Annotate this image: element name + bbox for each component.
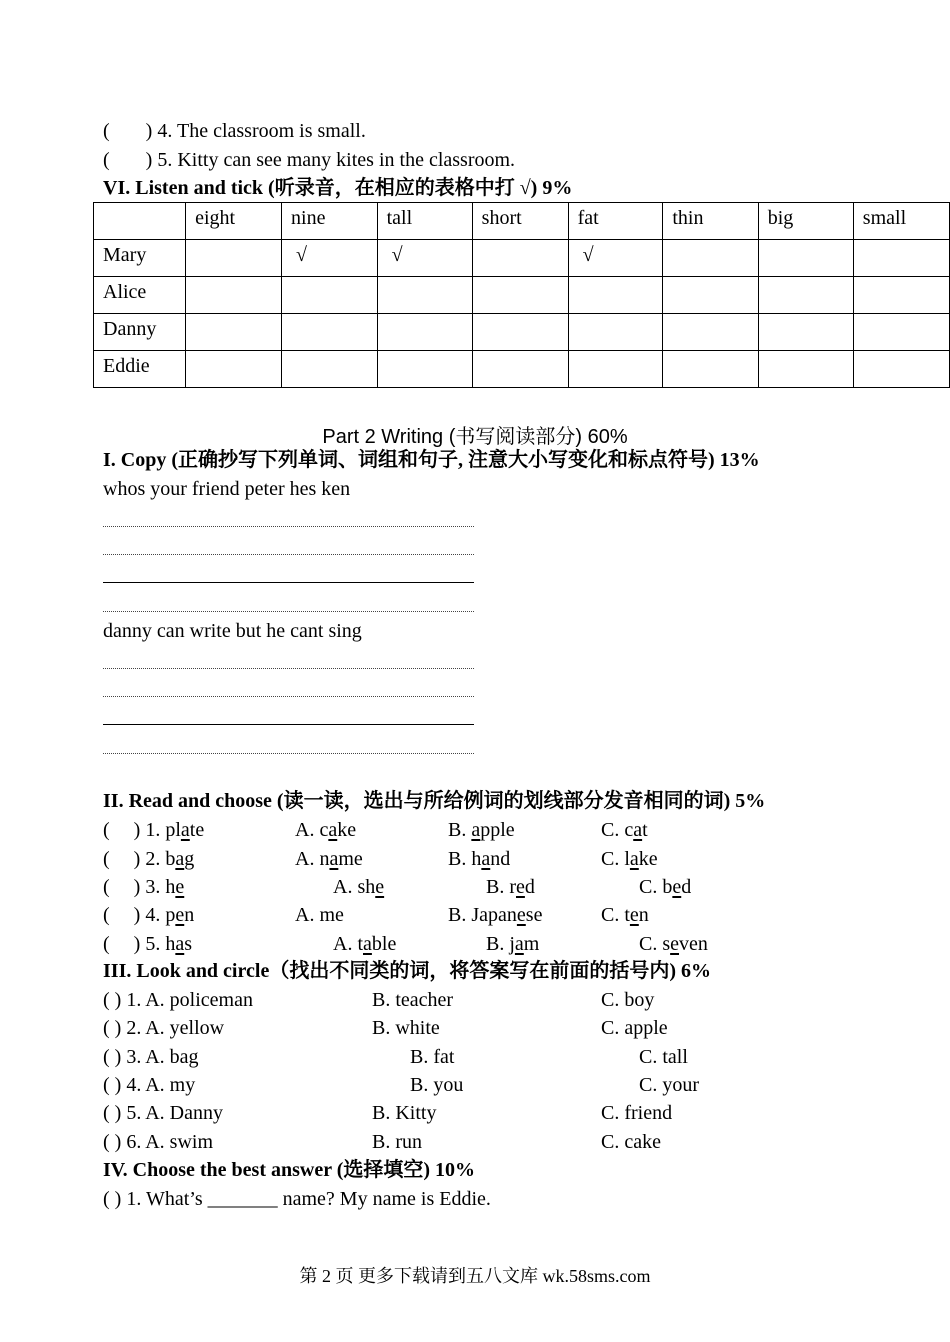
option-b: B. white [372, 1017, 440, 1039]
option-c [601, 847, 658, 871]
option-c [639, 932, 708, 956]
writing-line[interactable] [103, 668, 474, 669]
section-i-heading: I. Copy (正确抄写下列单词、词组和句子, 注意大小写变化和标点符号) 13% [103, 449, 760, 471]
tick-cell: √ [568, 240, 663, 277]
tick-cell [282, 314, 378, 351]
answer-bracket: ( [103, 876, 115, 898]
question-item: ( ) 6. A. swim [103, 1131, 213, 1153]
row-name-cell: Danny [94, 314, 186, 351]
tick-cell [568, 277, 663, 314]
option-b: B. run [372, 1131, 422, 1153]
table-header-cell: nine [282, 203, 378, 240]
tick-cell [186, 240, 282, 277]
tick-cell [758, 277, 853, 314]
section-iii-heading: III. Look and circle（找出不同类的词，将答案写在前面的括号内) 6% [103, 960, 711, 982]
option-b: B. teacher [372, 989, 454, 1011]
question-item [103, 932, 192, 956]
tick-cell [663, 314, 758, 351]
tick-cell [472, 240, 568, 277]
answer-bracket: ( [103, 120, 110, 142]
option-b [448, 818, 515, 842]
table-row [94, 351, 950, 388]
tick-cell [186, 277, 282, 314]
option-c: C. your [639, 1074, 699, 1096]
tick-cell [377, 314, 472, 351]
question-item [103, 903, 194, 927]
table-header-cell: fat [568, 203, 663, 240]
tick-cell [186, 314, 282, 351]
question-item: ( ) 4. The classroom is small. [103, 120, 366, 142]
page-footer: 第 2 页 更多下载请到五八文库 wk.58sms.com [299, 1266, 651, 1286]
tick-cell: √ [282, 240, 378, 277]
option-c-text: C. cat [601, 819, 648, 841]
tick-cell [853, 314, 949, 351]
option-b [486, 875, 535, 899]
tick-cell [758, 240, 853, 277]
table-row [94, 240, 950, 277]
copy-sentence-1: whos your friend peter hes ken [103, 478, 351, 500]
question-item: ( ) 1. A. policeman [103, 989, 253, 1011]
writing-baseline[interactable] [103, 724, 474, 725]
tick-cell [663, 351, 758, 388]
tick-cell: √ [377, 240, 472, 277]
option-c [601, 818, 648, 842]
option-b: B. fat [410, 1046, 455, 1068]
row-name-cell: Alice [94, 277, 186, 314]
question-item [103, 875, 184, 899]
writing-baseline[interactable] [103, 582, 474, 583]
option-a [295, 818, 356, 842]
tick-cell [568, 314, 663, 351]
option-c: C. cake [601, 1131, 661, 1153]
option-b-text: B. Japanese [448, 904, 543, 926]
tick-cell [282, 351, 378, 388]
answer-bracket: ( [103, 149, 110, 171]
answer-bracket: ( [103, 933, 115, 955]
option-b [448, 903, 542, 927]
tick-cell [472, 314, 568, 351]
listen-tick-table [93, 202, 950, 388]
option-c-text: C. seven [639, 933, 708, 955]
tick-cell [853, 277, 949, 314]
option-c-text: C. bed [639, 876, 692, 898]
question-text: 5. Kitty can see many kites in the classroom. [157, 149, 516, 171]
question-item: ( ) 5. Kitty can see many kites in the classroom. [103, 149, 516, 171]
option-c-text: C. ten [601, 904, 649, 926]
option-c: C. friend [601, 1102, 673, 1124]
option-b-text: B. red [486, 876, 535, 898]
example-word: ) 1. plate [128, 819, 205, 841]
question-item [103, 818, 204, 842]
row-name-cell: Mary [94, 240, 186, 277]
table-row [94, 277, 950, 314]
option-a [333, 875, 384, 899]
option-a-text: A. she [333, 876, 385, 898]
answer-bracket: ( [103, 848, 115, 870]
writing-line[interactable] [103, 611, 474, 612]
question-item: ( ) 4. A. my [103, 1074, 196, 1096]
part2-title: Part 2 Writing (书写阅读部分) 60% [322, 426, 628, 448]
question-item: ( ) 1. What’s _______ name? My name is Eddie. [103, 1188, 491, 1210]
table-header-cell: tall [377, 203, 472, 240]
tick-cell [758, 351, 853, 388]
option-a [295, 903, 344, 927]
option-b [448, 847, 510, 871]
option-a [295, 847, 363, 871]
tick-cell [568, 351, 663, 388]
option-a-text: A. cake [295, 819, 357, 841]
copy-sentence-2: danny can write but he cant sing [103, 620, 362, 642]
table-header-cell: big [758, 203, 853, 240]
answer-bracket: ( [103, 819, 115, 841]
example-word: ) 4. pen [128, 904, 195, 926]
table-row [94, 314, 950, 351]
row-name-cell: Eddie [94, 351, 186, 388]
example-word: ) 2. bag [128, 848, 195, 870]
option-b [486, 932, 539, 956]
tick-cell [186, 351, 282, 388]
tick-cell [758, 314, 853, 351]
question-item: ( ) 2. A. yellow [103, 1017, 225, 1039]
tick-cell [377, 277, 472, 314]
option-a [333, 932, 396, 956]
writing-line[interactable] [103, 753, 474, 754]
question-item: ( ) 3. A. bag [103, 1046, 199, 1068]
tick-cell [472, 277, 568, 314]
option-c: C. boy [601, 989, 655, 1011]
tick-cell [663, 277, 758, 314]
option-b: B. Kitty [372, 1102, 437, 1124]
section-vi-heading: VI. Listen and tick (听录音，在相应的表格中打 √) 9% [103, 177, 573, 199]
option-a-text: A. name [295, 848, 363, 870]
example-word: ) 5. has [128, 933, 193, 955]
table-header-cell [94, 203, 186, 240]
option-b-text: B. jam [486, 933, 540, 955]
tick-cell [377, 351, 472, 388]
tick-cell [472, 351, 568, 388]
example-word: ) 3. he [128, 876, 185, 898]
table-header-row [94, 203, 950, 240]
tick-cell [853, 351, 949, 388]
tick-cell [282, 277, 378, 314]
option-c [639, 875, 691, 899]
table-header-cell: short [472, 203, 568, 240]
option-c: C. apple [601, 1017, 668, 1039]
tick-cell [853, 240, 949, 277]
question-item [103, 847, 194, 871]
writing-line[interactable] [103, 554, 474, 555]
option-c-text: C. lake [601, 848, 658, 870]
option-a-text: A. table [333, 933, 397, 955]
section-ii-heading: II. Read and choose (读一读，选出与所给例词的划线部分发音相同的词) 5% [103, 790, 766, 812]
answer-bracket: ( [103, 904, 115, 926]
option-b-text: B. apple [448, 819, 515, 841]
option-a-text: A. me [295, 904, 344, 926]
option-c [601, 903, 649, 927]
option-c: C. tall [639, 1046, 688, 1068]
option-b-text: B. hand [448, 848, 511, 870]
writing-line[interactable] [103, 696, 474, 697]
question-text: 4. The classroom is small. [157, 120, 366, 142]
section-iv-heading: IV. Choose the best answer (选择填空) 10% [103, 1159, 476, 1181]
question-item: ( ) 5. A. Danny [103, 1102, 223, 1124]
table-header-cell: thin [663, 203, 758, 240]
option-b: B. you [410, 1074, 464, 1096]
table-header-cell: eight [186, 203, 282, 240]
writing-line[interactable] [103, 526, 474, 527]
table-header-cell: small [853, 203, 949, 240]
tick-cell [663, 240, 758, 277]
